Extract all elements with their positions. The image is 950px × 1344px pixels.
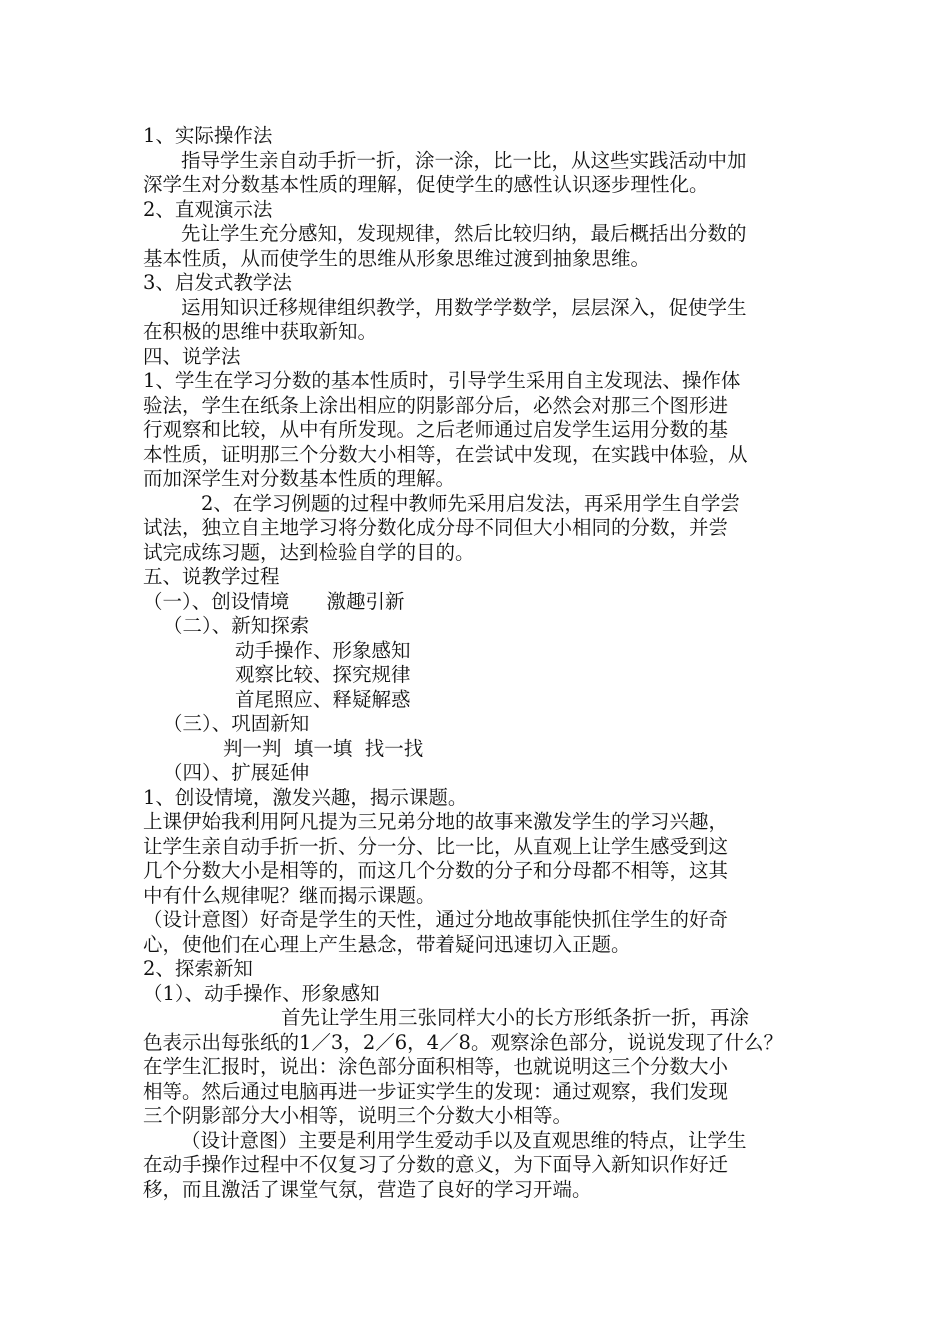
text-line: 试法，独立自主地学习将分数化成分母不同但大小相同的分数，并尝: [143, 516, 729, 539]
text-line: （二）、新知探索: [163, 614, 310, 637]
text-line: 1、创设情境，激发兴趣，揭示课题。: [143, 785, 468, 809]
text-line: 五、说教学过程: [143, 565, 280, 588]
text-line: 相等。然后通过电脑再进一步证实学生的发现：通过观察，我们发现: [143, 1079, 729, 1103]
text-line: 验法，学生在纸条上涂出相应的阴影部分后，必然会对那三个图形进: [143, 393, 729, 417]
text-line: 先让学生充分感知，发现规律，然后比较归纳，最后概括出分数的: [181, 222, 747, 245]
text-line: 2、探索新知: [143, 957, 253, 980]
text-line: （三）、巩固新知: [163, 712, 310, 735]
text-line: 移，而且激活了课堂气氛，营造了良好的学习开端。: [143, 1177, 592, 1201]
text-line: 试完成练习题，达到检验自学的目的。: [143, 540, 475, 564]
text-line: 运用知识迁移规律组织教学，用数学学数学，层层深入，促使学生: [181, 295, 747, 319]
document-body: [143, 124, 823, 1202]
text-line: 心，使他们在心理上产生悬念，带着疑问迅速切入正题。: [143, 932, 631, 956]
text-line: （四）、扩展延伸: [163, 761, 310, 784]
text-line: （设计意图）主要是利用学生爱动手以及直观思维的特点，让学生: [181, 1128, 747, 1152]
text-line: 色表示出每张纸的1／3，2／6，4／8。观察涂色部分，说说发现了什么？: [143, 1030, 783, 1054]
text-line: 动手操作、形象感知: [235, 638, 411, 662]
text-line: 首尾照应、释疑解惑: [235, 687, 411, 711]
text-line: 判一判 填一填 找一找: [223, 736, 424, 760]
text-line: 2、直观演示法: [143, 197, 273, 221]
text-line: 行观察和比较，从中有所发现。之后老师通过启发学生运用分数的基: [143, 418, 729, 441]
text-line: （一）、创设情境 激趣引新: [143, 589, 405, 613]
text-line: 而加深学生对分数基本性质的理解。: [143, 467, 456, 490]
text-line: 1、实际操作法: [143, 124, 273, 147]
text-line: 中有什么规律呢？继而揭示课题。: [143, 883, 436, 907]
text-line: 深学生对分数基本性质的理解，促使学生的感性认识逐步理性化。: [143, 173, 709, 196]
text-line: 指导学生亲自动手折一折，涂一涂，比一比，从这些实践活动中加: [181, 148, 747, 172]
text-line: 基本性质，从而使学生的思维从形象思维过渡到抽象思维。: [143, 246, 651, 270]
text-line: 在积极的思维中获取新知。: [143, 320, 378, 343]
text-line: 1、学生在学习分数的基本性质时，引导学生采用自主发现法、操作体: [143, 369, 741, 392]
text-line: 2、在学习例题的过程中教师先采用启发法，再采用学生自学尝: [201, 491, 740, 515]
text-line: 上课伊始我利用阿凡提为三兄弟分地的故事来激发学生的学习兴趣，: [143, 810, 729, 833]
text-line: 几个分数大小是相等的，而这几个分数的分子和分母都不相等，这其: [143, 859, 729, 882]
text-line: 在动手操作过程中不仅复习了分数的意义，为下面导入新知识作好迁: [143, 1153, 729, 1176]
text-line: 在学生汇报时，说出：涂色部分面积相等，也就说明这三个分数大小: [143, 1055, 729, 1078]
text-line: 观察比较、探究规律: [235, 663, 411, 686]
text-line: 三个阴影部分大小相等，说明三个分数大小相等。: [143, 1104, 573, 1127]
text-line: 首先让学生用三张同样大小的长方形纸条折一折，再涂: [281, 1006, 750, 1029]
text-line: （设计意图）好奇是学生的天性，通过分地故事能快抓住学生的好奇: [143, 908, 729, 931]
text-line: 3、启发式教学法: [143, 271, 292, 294]
text-line: 让学生亲自动手折一折、分一分、比一比，从直观上让学生感受到这: [143, 834, 729, 858]
text-line: 四、说学法: [143, 344, 241, 368]
text-line: 本性质，证明那三个分数大小相等，在尝试中发现，在实践中体验，从: [143, 442, 748, 466]
text-line: （1）、动手操作、形象感知: [143, 981, 380, 1005]
